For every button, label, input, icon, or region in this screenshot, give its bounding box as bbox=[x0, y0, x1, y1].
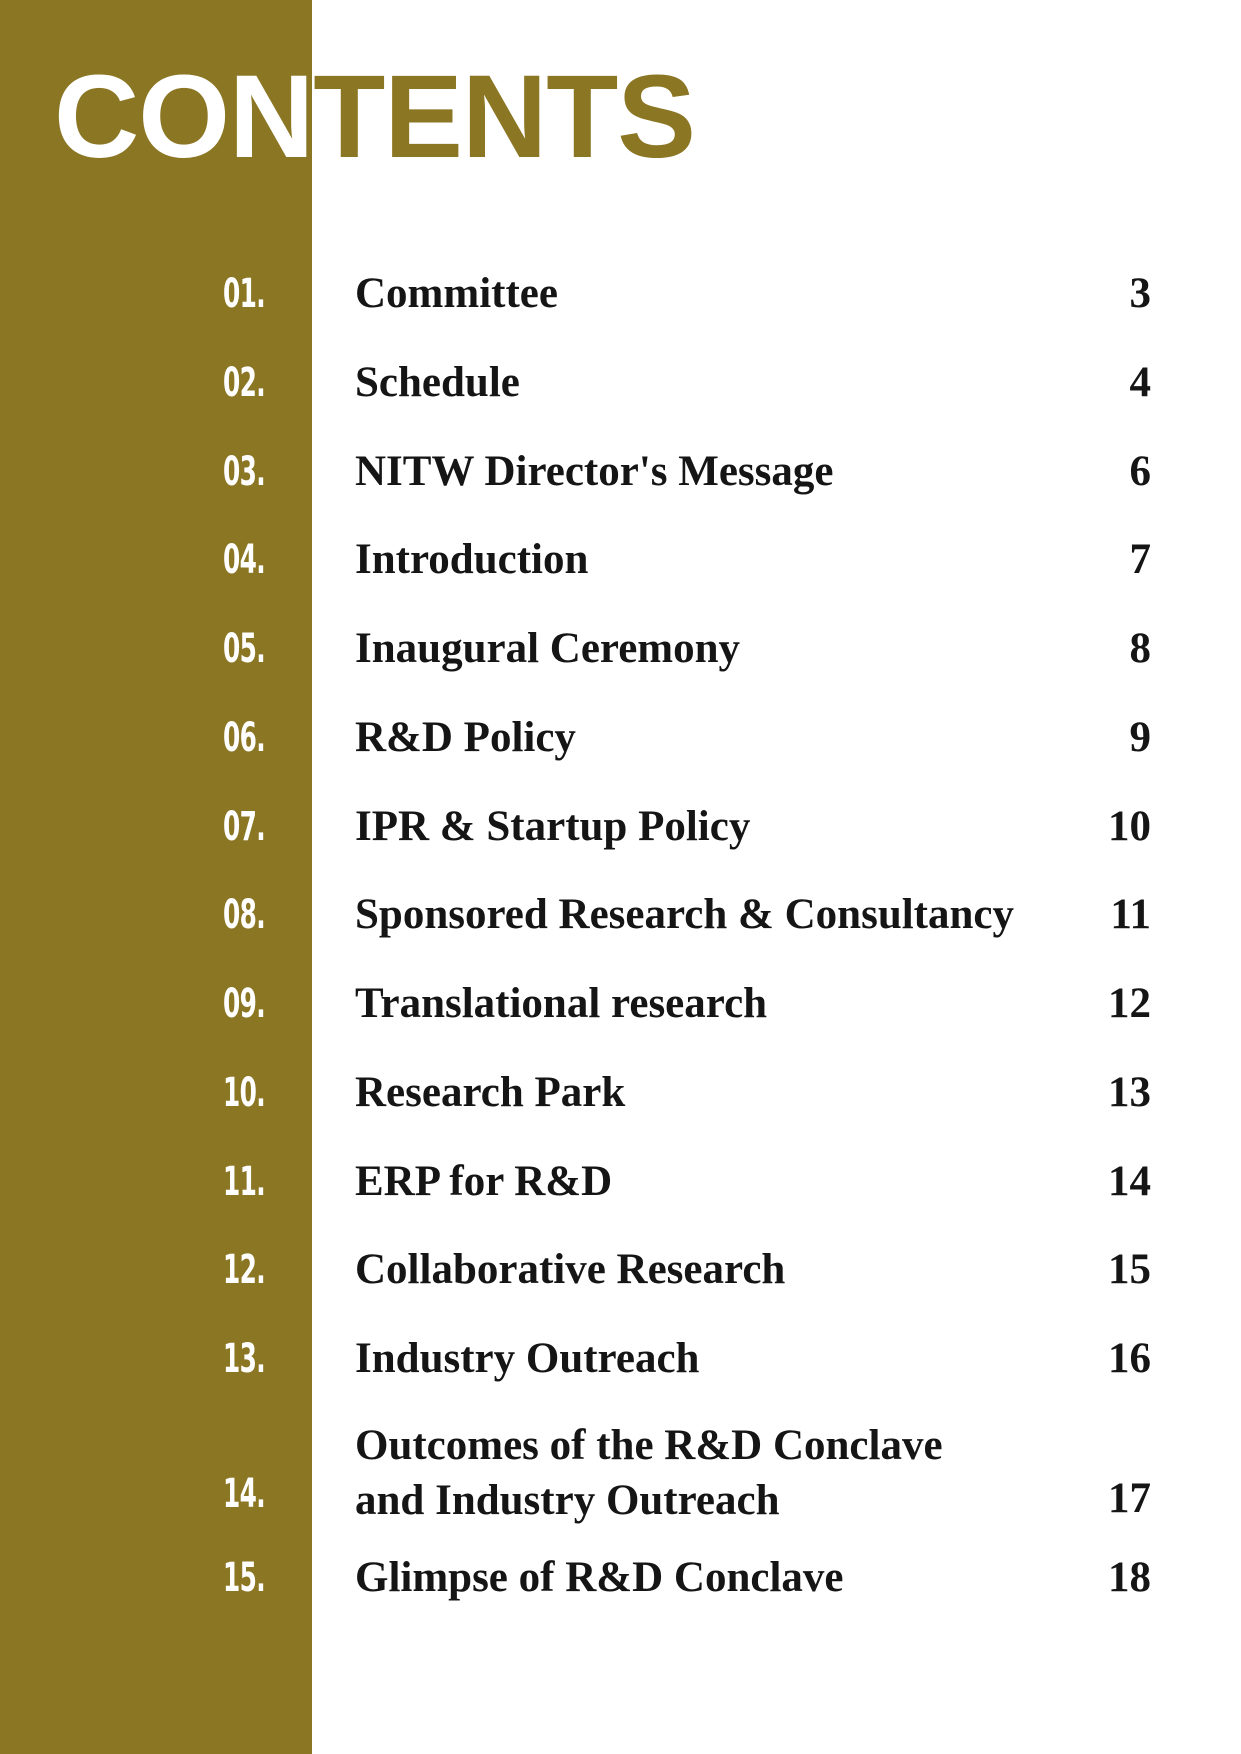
toc-page-number: 18 bbox=[1108, 1554, 1151, 1601]
toc-number: 12. bbox=[222, 1247, 266, 1293]
toc-number: 13. bbox=[222, 1336, 266, 1382]
title-part-gold: TENTS bbox=[313, 51, 696, 183]
toc-page-number: 6 bbox=[1129, 448, 1151, 495]
toc-page-number: 14 bbox=[1108, 1158, 1151, 1205]
toc-label: Collaborative Research bbox=[355, 1246, 786, 1293]
toc-page-number: 15 bbox=[1108, 1246, 1151, 1293]
toc-page-number: 12 bbox=[1108, 980, 1151, 1027]
toc-number: 09. bbox=[222, 981, 266, 1027]
toc-page-number: 7 bbox=[1129, 536, 1151, 583]
toc-page-number: 10 bbox=[1108, 803, 1151, 850]
toc-label: Inaugural Ceremony bbox=[355, 625, 741, 672]
toc-page-number: 3 bbox=[1129, 270, 1151, 317]
toc-label: Industry Outreach bbox=[355, 1335, 700, 1382]
toc-number: 11. bbox=[222, 1159, 266, 1205]
toc-number: 07. bbox=[222, 804, 266, 850]
toc-label: Glimpse of R&D Conclave bbox=[355, 1554, 844, 1601]
toc-page-number: 9 bbox=[1129, 714, 1151, 761]
toc-number: 01. bbox=[222, 271, 266, 317]
toc-number: 03. bbox=[222, 449, 266, 495]
toc-page-number: 16 bbox=[1108, 1335, 1151, 1382]
title-part-white: CON bbox=[54, 51, 314, 183]
toc-label: Introduction bbox=[355, 536, 589, 583]
toc-label: IPR & Startup Policy bbox=[355, 803, 751, 850]
toc-label: Research Park bbox=[355, 1069, 626, 1116]
toc-page-number: 17 bbox=[1108, 1475, 1151, 1522]
toc-label: R&D Policy bbox=[355, 714, 576, 761]
toc-label-line-1: Outcomes of the R&D Conclave bbox=[355, 1422, 943, 1469]
toc-page-number: 13 bbox=[1108, 1069, 1151, 1116]
toc-number: 05. bbox=[222, 626, 266, 672]
toc-number: 06. bbox=[222, 715, 266, 761]
toc-label: ERP for R&D bbox=[355, 1158, 613, 1205]
toc-label-line-2: and Industry Outreach bbox=[355, 1477, 780, 1524]
toc-page-number: 4 bbox=[1129, 359, 1151, 406]
toc-label: NITW Director's Message bbox=[355, 448, 834, 495]
toc-number: 15. bbox=[222, 1555, 266, 1601]
toc-label: Committee bbox=[355, 270, 558, 317]
toc-number: 14. bbox=[222, 1471, 266, 1517]
toc-label: Translational research bbox=[355, 980, 768, 1027]
toc-page-number: 11 bbox=[1110, 891, 1151, 938]
toc-label: Schedule bbox=[355, 359, 520, 406]
toc-number: 04. bbox=[222, 537, 266, 583]
toc-label: Sponsored Research & Consultancy bbox=[355, 891, 1015, 938]
toc-number: 10. bbox=[222, 1070, 266, 1116]
toc-page-number: 8 bbox=[1129, 625, 1151, 672]
toc-number: 08. bbox=[222, 892, 266, 938]
toc-number: 02. bbox=[222, 360, 266, 406]
